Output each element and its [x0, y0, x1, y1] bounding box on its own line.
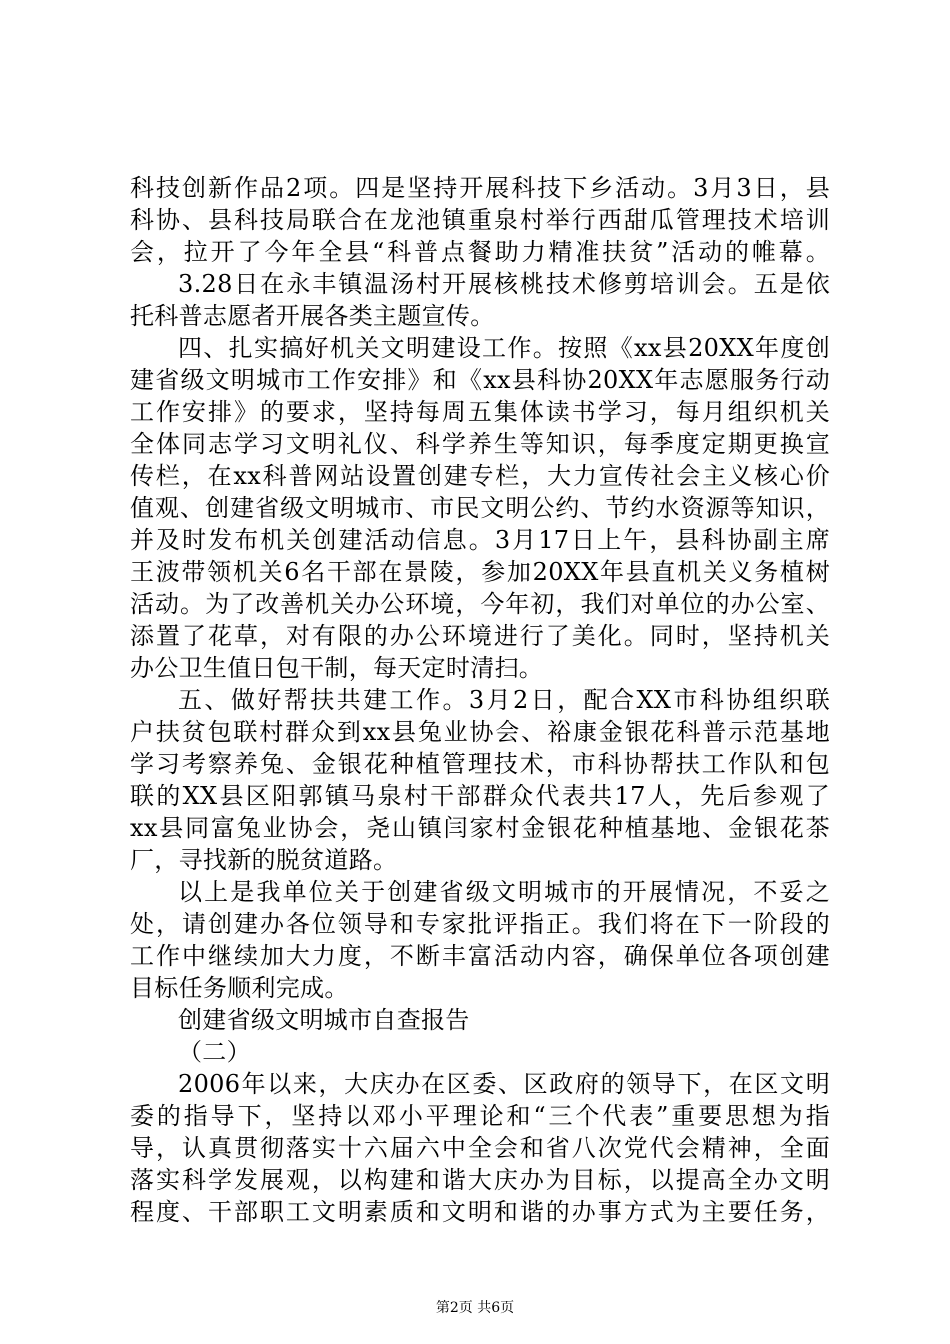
text-line: 3.28日在永丰镇温汤村开展核桃技术修剪培训会。五是依 — [178, 270, 830, 298]
text-line: 工作中继续加大力度，不断丰富活动内容，确保单位各项创建 — [130, 942, 830, 970]
text-line: 添置了花草，对有限的办公环境进行了美化。同时，坚持机关 — [130, 622, 830, 650]
text-line: 会，拉开了今年全县“科普点餐助力精准扶贫”活动的帷幕。 — [130, 238, 830, 266]
text-line: 活动。为了改善机关办公环境，今年初，我们对单位的办公室、 — [130, 590, 830, 618]
text-line: 学习考察养兔、金银花种植管理技术，市科协帮扶工作队和包 — [130, 750, 830, 778]
text-line: 并及时发布机关创建活动信息。3月17日上午，县科协副主席 — [130, 526, 830, 554]
text-line: 厂，寻找新的脱贫道路。 — [130, 846, 398, 874]
text-line: 四、扎实搞好机关文明建设工作。按照《xx县20XX年度创 — [178, 334, 830, 362]
text-line: xx县同富兔业协会，尧山镇闫家村金银花种植基地、金银花茶 — [130, 814, 830, 842]
page-footer: 第2页 共6页 — [435, 1300, 515, 1316]
text-line: 办公卫生值日包干制，每天定时清扫。 — [130, 654, 544, 682]
text-line: 传栏，在xx科普网站设置创建专栏，大力宣传社会主义核心价 — [130, 462, 830, 490]
text-line: 科协、县科技局联合在龙池镇重泉村举行西甜瓜管理技术培训 — [130, 206, 830, 234]
text-line: 建省级文明城市工作安排》和《xx县科协20XX年志愿服务行动 — [130, 366, 830, 394]
text-line: 2006年以来，大庆办在区委、区政府的领导下，在区文明 — [178, 1070, 830, 1098]
text-line: 联的XX县区阳郭镇马泉村干部群众代表共17人，先后参观了 — [130, 782, 830, 810]
text-line: 委的指导下，坚持以邓小平理论和“三个代表”重要思想为指 — [130, 1102, 830, 1130]
text-line: 程度、干部职工文明素质和文明和谐的办事方式为主要任务， — [130, 1198, 830, 1226]
text-line: 工作安排》的要求，坚持每周五集体读书学习，每月组织机关 — [130, 398, 830, 426]
text-line: 目标任务顺利完成。 — [130, 974, 349, 1002]
text-line: 落实科学发展观，以构建和谐大庆办为目标，以提高全办文明 — [130, 1166, 830, 1194]
text-line: 导，认真贯彻落实十六届六中全会和省八次党代会精神，全面 — [130, 1134, 830, 1162]
text-line: 以上是我单位关于创建省级文明城市的开展情况，不妥之 — [178, 878, 830, 906]
text-line: 王波带领机关6名干部在景陵，参加20XX年县直机关义务植树 — [130, 558, 830, 586]
section-number: （二） — [178, 1038, 251, 1066]
text-line: 全体同志学习文明礼仪、科学养生等知识，每季度定期更换宣 — [130, 430, 830, 458]
text-line: 户扶贫包联村群众到xx县兔业协会、裕康金银花科普示范基地 — [130, 718, 830, 746]
text-line: 科技创新作品2项。四是坚持开展科技下乡活动。3月3日，县 — [130, 174, 830, 202]
text-line: 五、做好帮扶共建工作。3月2日，配合XX市科协组织联 — [178, 686, 830, 714]
report-title: 创建省级文明城市自查报告 — [178, 1006, 470, 1034]
text-line: 托科普志愿者开展各类主题宣传。 — [130, 302, 495, 330]
text-line: 处，请创建办各位领导和专家批评指正。我们将在下一阶段的 — [130, 910, 830, 938]
text-line: 值观、创建省级文明城市、市民文明公约、节约水资源等知识， — [130, 494, 830, 522]
